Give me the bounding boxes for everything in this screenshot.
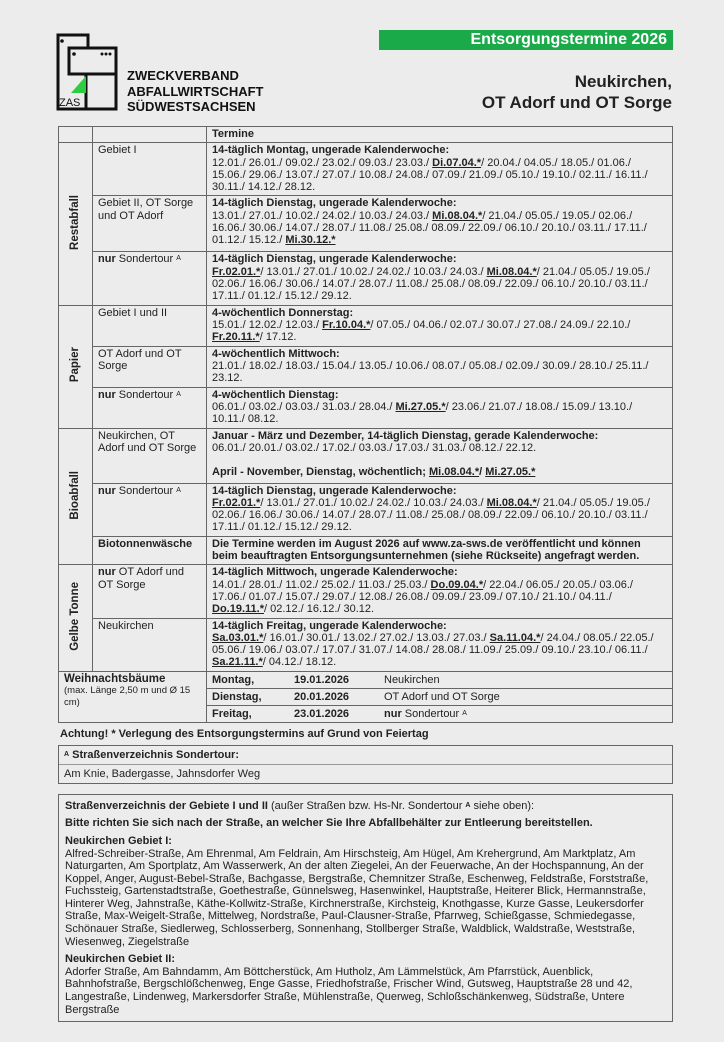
waste-type-label: Restabfall <box>69 194 82 250</box>
area-cell <box>93 346 207 387</box>
date-list <box>212 319 667 344</box>
dates-cell <box>207 483 673 536</box>
column-header-termine: Termine <box>207 127 673 143</box>
moved-date: Do.19.11.* <box>212 603 264 616</box>
date-list <box>212 579 667 616</box>
christmas-tree-label-cell <box>59 671 207 722</box>
area-label: nur <box>384 707 402 720</box>
area-cell <box>93 428 207 483</box>
schedule-row <box>59 305 673 346</box>
moved-date: Mi.08.04.* <box>486 496 537 509</box>
directory-title: Straßenverzeichnis der Gebiete I und II <box>65 799 268 812</box>
moved-date: Di.07.04.* <box>432 156 482 169</box>
moved-date: Mi.08.04.* <box>432 209 483 222</box>
christmas-tree-limits: (max. Länge 2,50 m und Ø 15 cm) <box>64 685 191 709</box>
waste-type-cell <box>59 143 93 305</box>
area-label: OT Adorf und OT Sorge <box>384 690 500 703</box>
dates: 21.01./ 18.02./ 18.03./ 15.04./ 13.05./ 10.06./ 08.07./ 05.08./ 02.09./ 30.09./ 28.10./ 25.11./ 23.12. <box>212 359 649 385</box>
schedule-heading: 4-wöchentlich Dienstag: <box>212 388 339 401</box>
sondertour-title: Straßenverzeichnis Sondertour: <box>72 748 239 761</box>
organization-name <box>127 68 263 115</box>
place-title <box>482 71 672 113</box>
moved-date: Fr.10.04.* <box>322 318 371 331</box>
pickup-day: Montag, <box>207 672 289 689</box>
footnote-marker: A <box>64 750 70 758</box>
date-note <box>212 466 667 478</box>
area-label: nur <box>98 484 116 497</box>
schedule-heading: Januar - März und Dezember, 14-täglich Dienstag, gerade Kalenderwoche: <box>212 429 599 442</box>
dates: 14.01./ 28.01./ 11.02./ 25.02./ 11.03./ 25.03./ <box>212 578 431 591</box>
moved-date: Fr.02.01.* <box>212 496 261 509</box>
date-list <box>212 157 667 194</box>
moved-date: Mi.08.04.* <box>428 466 480 479</box>
moved-date: Sa.03.01.* <box>212 631 264 644</box>
dates: 15.01./ 12.02./ 12.03./ <box>212 318 323 331</box>
christmas-tree-dates-cell <box>207 671 673 722</box>
area1-title: Neukirchen Gebiet I: <box>65 834 172 847</box>
schedule-row <box>59 536 673 565</box>
moved-date: Mi.08.04.* <box>486 265 537 278</box>
area-label: Sondertour <box>401 707 463 720</box>
dates: / 21.04./ 05.05./ 19.05./ 02.06./ 16.06./ 30.06./ 14.07./ 28.07./ 11.08./ 25.08./ 08.09./ 22.09./ 06.10./ 20.10./ 03.11./ 17.11./ 01.12./ 15.12./ 29.12. <box>212 265 650 303</box>
moved-date: Fr.20.11.* <box>212 331 260 344</box>
dates: / 16.01./ 30.01./ 13.02./ 27.02./ 13.03./ 27.03./ <box>263 631 490 644</box>
moved-date: Mi.27.05.* <box>485 466 536 479</box>
schedule-heading: 14-täglich Dienstag, ungerade Kalenderwoche: <box>212 484 457 497</box>
dates: / 13.01./ 27.01./ 10.02./ 24.02./ 10.03./ 24.03./ <box>260 496 487 509</box>
schedule-row <box>59 196 673 252</box>
area-label: A <box>176 390 181 398</box>
org-line: ABFALLWIRTSCHAFT <box>127 83 264 99</box>
table-header-row <box>59 127 673 143</box>
area-cell <box>93 143 207 196</box>
pickup-area <box>379 689 672 706</box>
dates: / 07.05./ 04.06./ 02.07./ 30.07./ 27.08./ 24.09./ 22.10./ <box>370 318 631 331</box>
christmas-tree-row <box>59 671 673 722</box>
pickup-date: 20.01.2026 <box>289 689 379 706</box>
area-cell <box>93 196 207 252</box>
content-flow <box>58 126 673 1042</box>
footnote-marker: A <box>465 801 471 809</box>
dates-cell <box>207 346 673 387</box>
date-list <box>212 210 667 247</box>
svg-text:ZAS: ZAS <box>59 97 81 109</box>
org-line: ZWECKVERBAND <box>127 68 239 83</box>
schedule-heading: 4-wöchentlich Donnerstag: <box>212 306 354 319</box>
street-directory <box>58 794 673 1023</box>
waste-type-label: Papier <box>69 347 82 383</box>
area2-streets: Adorfer Straße, Am Bahndamm, Am Böttcherstück, Am Hutholz, Am Lämmelstück, Am Pfarrstück, Auenblick, Bahnhofstraße, Bergschlößchenweg, Enge Gasse, Friedhofstraße, Frischer Wind, Gutsweg, Hauptstraße 28 und 42, Langestraße, Lindenweg, Markersdorfer Straße, Mühlenstraße, Querweg, Schloßschänkenweg, Südstraße, Untere Bergstraße <box>65 965 633 1016</box>
schedule-heading: 14-täglich Mittwoch, ungerade Kalenderwoche: <box>212 566 458 579</box>
pickup-day: Dienstag, <box>207 689 289 706</box>
dates: 12.01./ 26.01./ 09.02./ 23.02./ 09.03./ 23.03./ <box>212 156 433 169</box>
area-cell <box>93 565 207 618</box>
moved-date: Mi.30.12.* <box>285 234 336 247</box>
schedule-heading: 4-wöchentlich Mittwoch: <box>212 347 340 360</box>
area-label: Gebiet I und II <box>98 306 168 319</box>
schedule-row <box>59 483 673 536</box>
schedule-heading: 14-täglich Montag, ungerade Kalenderwoche: <box>212 144 450 157</box>
date-list <box>212 360 667 385</box>
dates-cell <box>207 565 673 618</box>
area-cell <box>93 305 207 346</box>
org-line: SÜDWESTSACHSEN <box>127 99 256 114</box>
area-cell <box>93 483 207 536</box>
dates-cell <box>207 536 673 565</box>
dates-cell <box>207 143 673 196</box>
date-note-text: April - November, Dienstag, wöchentlich; <box>212 466 429 479</box>
moved-date: Sa.11.04.* <box>489 631 541 644</box>
dates: / 02.12./ 16.12./ 30.12. <box>263 603 375 616</box>
date-list <box>212 401 667 426</box>
schedule-row <box>59 346 673 387</box>
area-label: Gebiet II, OT Sorge und OT Adorf <box>98 197 194 222</box>
pickup-area <box>379 706 672 722</box>
date-list <box>212 497 667 534</box>
area-label: A <box>462 709 467 717</box>
christmas-tree-title: Weihnachtsbäume <box>64 672 166 685</box>
dates: 06.01./ 20.01./ 03.02./ 17.02./ 03.03./ 17.03./ 31.03./ 08.12./ 22.12. <box>212 441 537 454</box>
christmas-tree-grid <box>207 672 672 722</box>
dates: / 04.12./ 18.12. <box>262 656 337 669</box>
zas-logo <box>56 33 120 113</box>
area-cell <box>93 252 207 305</box>
dates-cell <box>207 252 673 305</box>
schedule-row <box>59 428 673 483</box>
directory-instruction: Bitte richten Sie sich nach der Straße, an welcher Sie Ihre Abfallbehälter zur Entleerung bereitstellen. <box>65 817 593 830</box>
dates: / 24.04./ 08.05./ 22.05./ 05.06./ 19.06./ 03.07./ 17.07./ 31.07./ 14.08./ 28.08./ 11.09./ 25.09./ 09.10./ 23.10./ 06.11./ <box>212 631 654 657</box>
area-label: nur <box>98 253 116 266</box>
schedule-row <box>59 252 673 305</box>
schedule-heading: 14-täglich Freitag, ungerade Kalenderwoche: <box>212 619 447 632</box>
waste-type-label: Bioabfall <box>69 470 82 520</box>
schedule-heading: 14-täglich Dienstag, ungerade Kalenderwoche: <box>212 197 457 210</box>
dates-cell <box>207 387 673 428</box>
pickup-date: 19.01.2026 <box>289 672 379 689</box>
pickup-date: 23.01.2026 <box>294 707 350 720</box>
dates-cell <box>207 428 673 483</box>
pickup-area <box>379 672 672 689</box>
waste-type-label: Gelbe Tonne <box>69 581 82 651</box>
area-label: nur <box>98 388 116 401</box>
pickup-day: Freitag, <box>212 707 252 720</box>
dates-cell <box>207 196 673 252</box>
dates: / 20.04./ 04.05./ 18.05./ 01.06./ 15.06./ 29.06./ 13.07./ 27.07./ 10.08./ 24.08./ 07.09./ 21.09./ 05.10./ 19.10./ 02.11./ 16.11./ 30.11./ 14.12./ 28.12. <box>212 156 648 194</box>
area-cell <box>93 618 207 671</box>
area-label: Gebiet I <box>98 144 137 157</box>
area-label: OT Adorf und OT Sorge <box>98 347 182 372</box>
dates: / 22.04./ 06.05./ 20.05./ 03.06./ 17.06./ 01.07./ 15.07./ 29.07./ 12.08./ 26.08./ 09.09./ 23.09./ 07.10./ 21.10./ 04.11./ <box>212 578 633 603</box>
area1-streets: Alfred-Schreiber-Straße, Am Ehrenmal, Am Feldrain, Am Hirschsteig, Am Hügel, Am Krehergrund, Am Marktplatz, Am Naturgarten, Am Sportplatz, Am Wasserwerk, An der alten Ziegelei, An der Feuerwache, An der Hochspannung, An der Koppel, Anger, August-Bebel-Straße, Bachgasse, Bergstraße, Chemnitzer Straße, Eschenweg, Feldstraße, Forststraße, Fuchssteig, Gartenstadtstraße, Goethestraße, Günnelsweg, Hasenwinkel, Hauptstraße, Heiterer Blick, Hermannstraße, Hinterer Weg, Jahnstraße, Käthe-Kollwitz-Straße, Kirchnerstraße, Kirchsteig, Knothgasse, Kurze Gasse, Leukersdorfer Straße, Max-Weigelt-Straße, Mittelweg, Nordstraße, Paul-Clausner-Straße, Pfarrweg, Schießgasse, Schmiedegasse, Schönauer Straße, Siedlerweg, Schlosserberg, Sonnenhang, Stollberger Straße, Waldblick, Waldstraße, Weststraße, Wiesenweg, Ziegelstraße <box>65 847 649 948</box>
waste-type-cell <box>59 428 93 565</box>
date-list <box>212 442 667 454</box>
date-note-text: / <box>479 466 486 479</box>
area-label: nur <box>98 566 116 579</box>
place-line: Neukirchen, <box>574 72 672 91</box>
date-list <box>212 632 667 669</box>
area-label: OT Adorf und OT Sorge <box>98 566 185 591</box>
dates: / 17.12. <box>259 331 297 344</box>
area-label: Neukirchen <box>384 673 440 686</box>
moved-date: Fr.02.01.* <box>212 265 261 278</box>
waste-type-cell <box>59 565 93 671</box>
moved-date: Sa.21.11.* <box>212 656 263 669</box>
area-label: A <box>176 486 181 494</box>
area-cell <box>93 536 207 565</box>
directory-title-end: siehe oben): <box>470 799 535 812</box>
schedule-heading: Die Termine werden im August 2026 auf www.za-sws.de veröffentlicht und können beim beauftragten Entsorgungsunternehmen (siehe Rückseite) angefragt werden. <box>212 537 641 563</box>
dates-cell <box>207 305 673 346</box>
dates: / 21.04./ 05.05./ 19.05./ 02.06./ 16.06./ 30.06./ 14.07./ 28.07./ 11.08./ 25.08./ 08.09./ 22.09./ 06.10./ 20.10./ 03.11./ 17.11./ 01.12./ 15.12./ 29.12. <box>212 496 650 534</box>
directory-title-note: (außer Straßen bzw. Hs-Nr. Sondertour <box>267 799 466 812</box>
schedule-heading: 14-täglich Dienstag, ungerade Kalenderwoche: <box>212 253 457 266</box>
schedule-row <box>59 565 673 618</box>
schedule-row <box>59 387 673 428</box>
dates: / 21.04./ 05.05./ 19.05./ 02.06./ 16.06./ 30.06./ 14.07./ 28.07./ 11.08./ 25.08./ 08.09./ 22.09./ 06.10./ 20.10./ 03.11./ 17.11./ 01.12./ 15.12./ <box>212 209 647 247</box>
dates: 13.01./ 27.01./ 10.02./ 24.02./ 10.03./ 24.03./ <box>212 209 433 222</box>
area-label: Biotonnenwäsche <box>98 537 193 550</box>
place-line: OT Adorf und OT Sorge <box>481 93 672 112</box>
moved-date: Do.09.04.* <box>430 578 484 591</box>
area-label: Neukirchen <box>98 619 154 632</box>
sondertour-streets: Am Knie, Badergasse, Jahnsdorfer Weg <box>64 767 261 780</box>
area-label: Sondertour <box>115 388 177 401</box>
schedule-table <box>58 126 673 723</box>
title-banner: Entsorgungstermine 2026 <box>379 30 673 50</box>
dates-cell <box>207 618 673 671</box>
area-label: A <box>176 255 181 263</box>
area-cell <box>93 387 207 428</box>
moved-date: Mi.27.05.* <box>395 400 446 413</box>
area-label: Sondertour <box>115 484 177 497</box>
sondertour-box <box>58 745 673 784</box>
area-label: Neukirchen, OT Adorf und OT Sorge <box>98 429 197 454</box>
dates: / 23.06./ 21.07./ 18.08./ 15.09./ 13.10./ 10.11./ 08.12. <box>212 400 633 426</box>
area2-title: Neukirchen Gebiet II: <box>65 953 176 966</box>
date-list <box>212 266 667 303</box>
schedule-row <box>59 618 673 671</box>
dates: / 13.01./ 27.01./ 10.02./ 24.02./ 10.03./ 24.03./ <box>260 265 487 278</box>
area-label: Sondertour <box>115 253 177 266</box>
waste-type-cell <box>59 305 93 428</box>
dates: 06.01./ 03.02./ 03.03./ 31.03./ 28.04./ <box>212 400 396 413</box>
schedule-row <box>59 143 673 196</box>
holiday-note: Achtung! * Verlegung des Entsorgungstermins auf Grund von Feiertag <box>60 727 429 740</box>
